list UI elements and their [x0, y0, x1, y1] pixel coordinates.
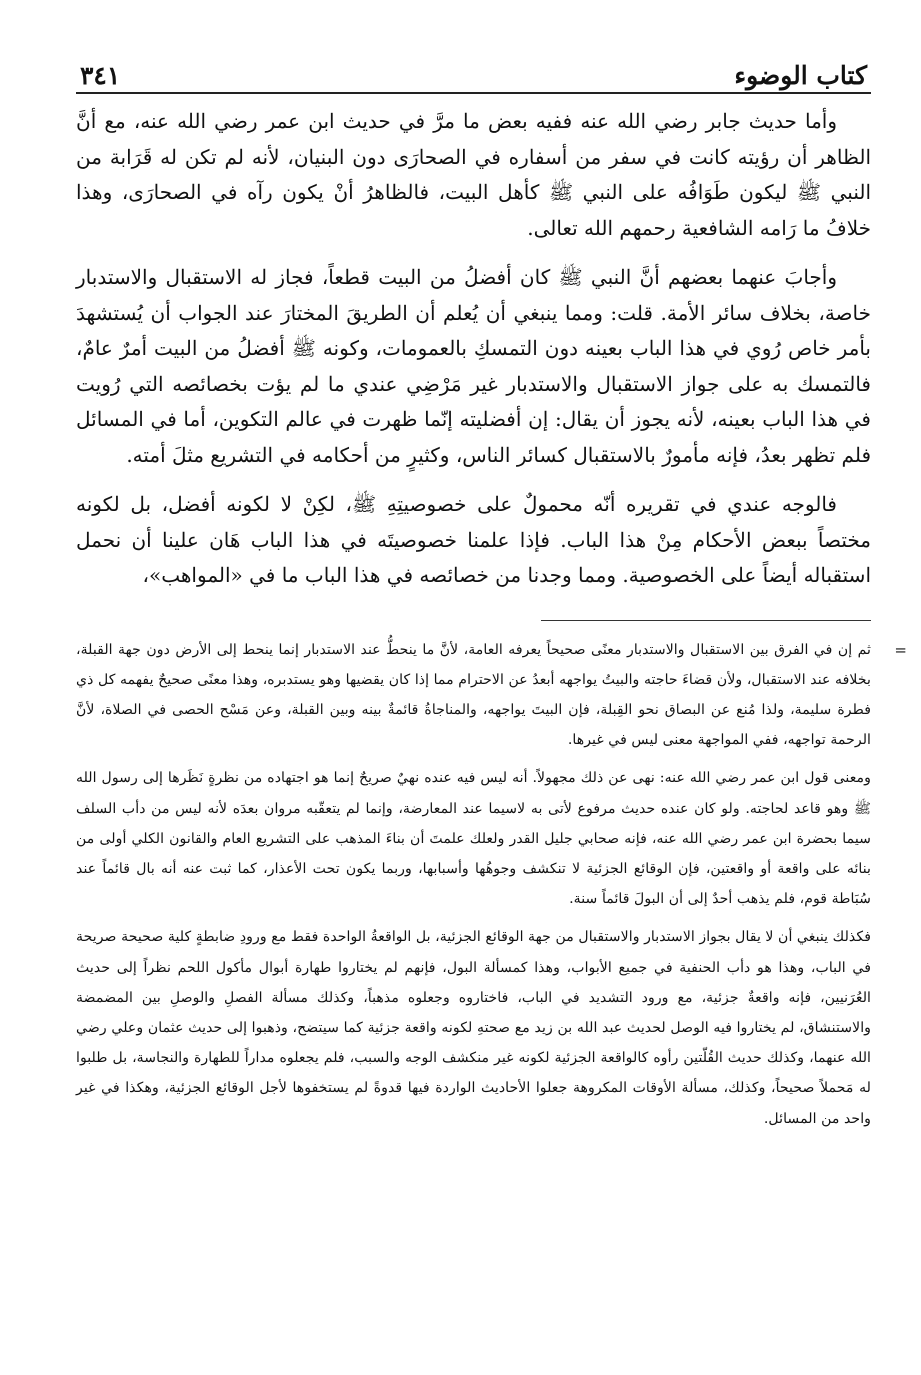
main-paragraph: وأجابَ عنهما بعضهم أنَّ النبي ﷺ كان أفضلُ من البيت قطعاً، فجاز له الاستقبال والاستدبار خاصة، بخلاف سائر الأمة. قلت: ومما ينبغي أن يُعلم أن الطريقَ المختارَ عند الجواب أن يُستشهدَ بأمر خاص رُوي في هذا الباب بعينه دون التمسكِ بالعمومات، وكونه ﷺ أفضلُ من البيت أمرٌ عامٌ، فالتمسك به على جواز الاستقبال والاستدبار غير مَرْضِي عندي ما لم يؤت بخصائصه التي رُويت في هذا الباب بعينه، لأنه يجوز أن يقال: إن أفضليته إنّما ظهرت في عالم التكوين، أما في المسائل فلم تظهر بعدُ، فإنه مأمورٌ بالاستقبال كسائر الناس، وكثيرٍ من أحكامه في التشريع مثلَ أمته. — [76, 265, 871, 467]
page-number: ٣٤١ — [80, 61, 121, 90]
main-paragraph: فالوجه عندي في تقريره أنّه محمولٌ على خصوصيتِهِ ﷺ، لكِنْ لا لكونه أفضل، بل لكونه مختصاً ببعض الأحكام مِنْ هذا الباب. فإذا علمنا خصوصيتَه في هذا الباب هَان علينا أن نحمل استقباله أيضاً على الخصوصية. ومما وجدنا من خصائصه في هذا الباب ما في «المواهب»، — [76, 492, 871, 587]
footnotes — [76, 635, 907, 1134]
footnote-continuation-mark: = — [894, 640, 907, 659]
main-paragraph: وأما حديث جابر رضي الله عنه ففيه بعض ما مرَّ في حديث ابن عمر رضي الله عنه، مع أنَّ الظاهر أن رؤيته كانت في سفر من أسفاره في الصحارَى دون البنيان، لأنه لم تكن له قَرَابة من النبي ﷺ ليكون طَوَافُه على النبي ﷺ كأهل البيت، فالظاهرُ أنْ يكون رآه في الصحارَى، وهذا خلافُ ما رَامه الشافعية رحمهم الله تعالى. — [76, 109, 871, 240]
footnote-paragraph: فكذلك ينبغي أن لا يقال بجواز الاستدبار والاستقبال من جهة الوقائع الجزئية، بل الواقعةُ الواحدة فقط مع ورودِ ضابطةٍ كلية صحيحة صريحة في الباب، وهذا هو دأب الحنفية في جميع الأبواب، وهذا كمسألة البول، فإنهم لم يختاروا طهارة أبوال مأكول اللحم نظراً إلى حديث العُرَنيين، فإنه واقعةٌ جزئية، مع ورود التشديد في الباب، فاختاروه وجعلوه مذهباً، وكذلك مسألة الفصلِ والوصلِ بين المضمضة والاستنشاق، لم يختاروا فيه الوصل لحديث عبد الله بن زيد مع صحتهِ لكونه واقعة جزئية كما سيتضح، وذهبوا إلى حديث عثمان وعلي رضي الله عنهما، وكذلك حديث القُلّتين رأوه كالواقعة الجزئية لكونه غير منكشف الوجه والسبب، فلم يجعلوه مداراً للطهارة والنجاسة، بل طلبوا له مَحملاً صحيحاً، وكذلك، مسألة الأوقات المكروهة جعلوا الأحاديث الواردة فيها قدوةً لم يستخفوها لأجل الوقائع الجزئية، وهكذا في غير واحد من المسائل. — [76, 929, 871, 1127]
running-title: كتاب الوضوء — [734, 61, 867, 90]
footnote-paragraph: ومعنى قول ابن عمر رضي الله عنه: نهى عن ذلك مجهولاً. أنه ليس فيه عنده نهيٌ صريحٌ إنما هو اجتهاده من نظرةٍ نَظَرها إلى رسول الله ﷺ وهو قاعد لحاجته. ولو كان عنده حديث مرفوع لأتى به لاسيما عند المعارضة، وإنما لم يتعقّبه مروان بعدَه لأنه ليس من دأب السلف سيما بحضرة ابن عمر رضي الله عنه، فإنه صحابي جليل القدر ولعلك علمتَ أن بناءَ المذهب على التشريع العام والقانون الكلي أولى من بنائه على واقعة أو واقعتين، فإن الوقائع الجزئية لا تنكشف وجوهُها وأسبابها، وربما يكون تحت الأعذار، كما ثبت عنه أنه بال قائماً عند سُبَاطة قوم، فلم يذهب أحدٌ إلى أن البولَ قائماً سنة. — [76, 770, 871, 908]
footnote-divider — [541, 620, 871, 621]
page-header — [76, 48, 871, 94]
footnote-paragraph: ثم إن في الفرق بين الاستقبال والاستدبار معنًى صحيحاً يعرفه العامة، لأنَّ ما ينحطُّ عند الاستدبار إنما ينحط إلى الأرض دون جهة القبلة، بخلافه عند الاستقبال، ولأن قضاءَ حاجته والبيتُ يواجهه أبعدُ عن الاحترام مما إذا كان يقضيها وهو يستدبره، وهذا معنًى صحيحٌ يفهمه كل ذي فطرة سليمة، ولذا مُنع عن البصاق نحو القِبلة، فإن البيتَ يواجهه، والمناجاةُ قائمةٌ بينه وبين القبلة، وعن مَسْح الحصى في الصلاة، لأنَّ الرحمة تواجهه، ففي المواجهة معنى ليس في غيرها. — [76, 641, 871, 749]
main-text — [76, 104, 871, 594]
